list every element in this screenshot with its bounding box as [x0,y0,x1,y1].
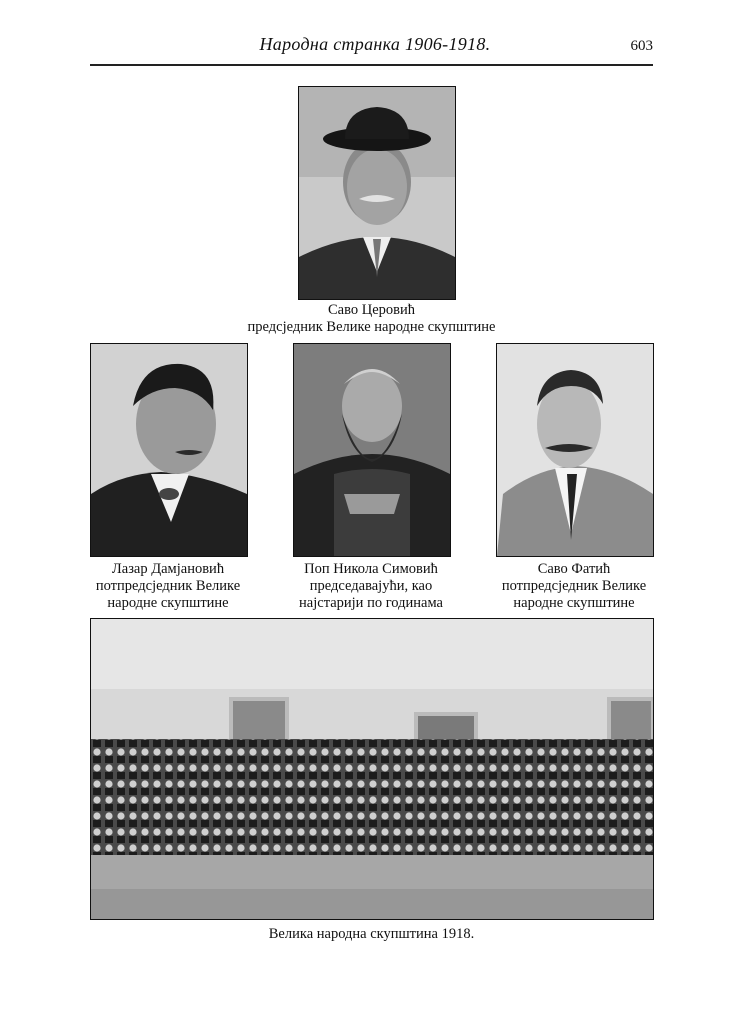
caption-line-1: Лазар Дамјановић [111,561,225,577]
caption-savo-cerovic [200,302,543,336]
portrait-photo-savo-fatic [496,343,654,557]
caption-group-photo: Велика народна скупштина 1918. [268,926,475,942]
caption-line-3: најстарији по годинама [299,595,443,611]
running-header-title: Народна странка 1906-1918. [259,34,491,54]
group-photo-assembly-1918 [90,618,654,920]
header-rule [90,64,653,66]
caption-line-2: председавајући, као [309,578,433,594]
caption-savo-fatic [478,561,670,612]
caption-line-1: Саво Фатић [537,561,611,577]
portrait-photo-savo-cerovic [298,86,456,300]
page-number: 603 [630,38,653,54]
caption-line-1: Поп Никола Симовић [304,561,438,577]
caption-line-2: потпредсједник Велике [501,578,647,594]
portrait-photo-lazar-damjanovic [90,343,248,557]
caption-line-3: народне скупштине [107,595,229,611]
caption-nikola-simovic [275,561,467,612]
portrait-photo-nikola-simovic [293,343,451,557]
caption-role: предсједник Велике народне скупштине [247,319,496,335]
caption-line-3: народне скупштине [513,595,635,611]
caption-name: Саво Церовић [328,302,415,318]
caption-line-2: потпредсједник Велике [95,578,241,594]
caption-lazar-damjanovic [72,561,264,612]
